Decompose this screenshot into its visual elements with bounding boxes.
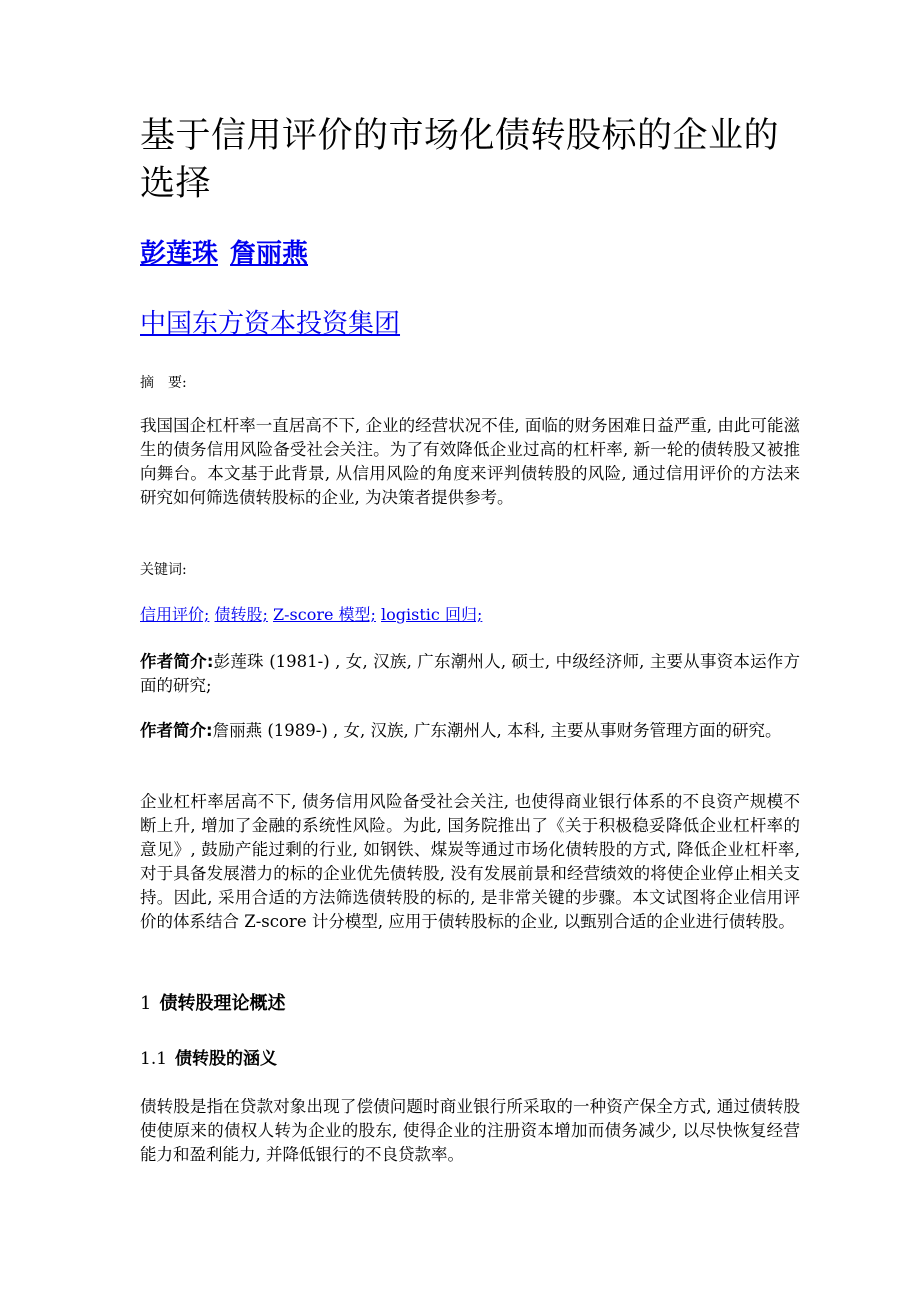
author-link-1[interactable]: 彭莲珠 — [140, 239, 219, 269]
intro-paragraph: 企业杠杆率居高不下, 债务信用风险备受社会关注, 也使得商业银行体系的不良资产规模不断上升, 增加了金融的系统性风险。为此, 国务院推出了《关于积极稳妥降低企业杠杆率的意见》, 鼓励产能过剩的行业, 如钢铁、煤炭等通过市场化债转股的方式, 降低企业杠杆率, 对于具备发展潜力的标的企业优先债转股, 没有发展前景和经营绩效的将使企业停止相关支持。因此, 采用合适的方法筛选债转股的标的, 是非常关键的步骤。本文试图将企业信用评价的体系结合 Z-score 计分模型, 应用于债转股标的企业, 以甄别合适的企业进行债转股。 — [140, 792, 800, 931]
section-title: 债转股的涵义 — [175, 1049, 278, 1069]
section-heading-1 — [140, 991, 285, 1017]
section-1-1-paragraph: 债转股是指在贷款对象出现了偿债问题时商业银行所采取的一种资产保全方式, 通过债转股使使原来的债权人转为企业的股东, 使得企业的注册资本增加而债务减少, 以尽快恢复经营能力和盈利能力, 并降低银行的不良贷款率。 — [140, 1097, 800, 1164]
author-bio-label: 作者简介: — [140, 721, 213, 740]
keyword-link[interactable]: 信用评价; — [140, 605, 210, 624]
author-bio-1 — [140, 650, 800, 698]
author-bio-text: 彭莲珠 (1981-) , 女, 汉族, 广东潮州人, 硕士, 中级经济师, 主要从事资本运作方面的研究; — [140, 652, 800, 695]
author-bio-2 — [140, 719, 800, 743]
keywords-label: 关键词: — [140, 562, 187, 578]
section-number: 1 — [140, 993, 152, 1014]
author-link-2[interactable]: 詹丽燕 — [230, 239, 309, 269]
author-bio-label: 作者简介: — [140, 652, 214, 671]
page-title: 基于信用评价的市场化债转股标的企业的选择 — [140, 116, 780, 204]
abstract-text: 我国国企杠杆率一直居高不下, 企业的经营状况不佳, 面临的财务困难日益严重, 由此可能滋生的债务信用风险备受社会关注。为了有效降低企业过高的杠杆率, 新一轮的债转股又被推向舞台。本文基于此背景, 从信用风险的角度来评判债转股的风险, 通过信用评价的方法来研究如何筛选债转股标的企业, 为决策者提供参考。 — [140, 416, 800, 507]
organization — [140, 306, 400, 342]
section-number: 1.1 — [140, 1049, 168, 1069]
keyword-link[interactable]: logistic 回归; — [381, 605, 483, 624]
keyword-link[interactable]: Z-score 模型; — [273, 605, 376, 624]
section-heading-1-1 — [140, 1047, 277, 1071]
section-title: 债转股理论概述 — [159, 993, 286, 1014]
author-list — [140, 236, 320, 272]
abstract-label: 摘 要: — [140, 375, 187, 391]
author-bio-text: 詹丽燕 (1989-) , 女, 汉族, 广东潮州人, 本科, 主要从事财务管理方面的研究。 — [212, 721, 782, 740]
keyword-link[interactable]: 债转股; — [214, 605, 268, 624]
organization-link[interactable]: 中国东方资本投资集团 — [140, 309, 401, 339]
keyword-list — [140, 603, 482, 627]
